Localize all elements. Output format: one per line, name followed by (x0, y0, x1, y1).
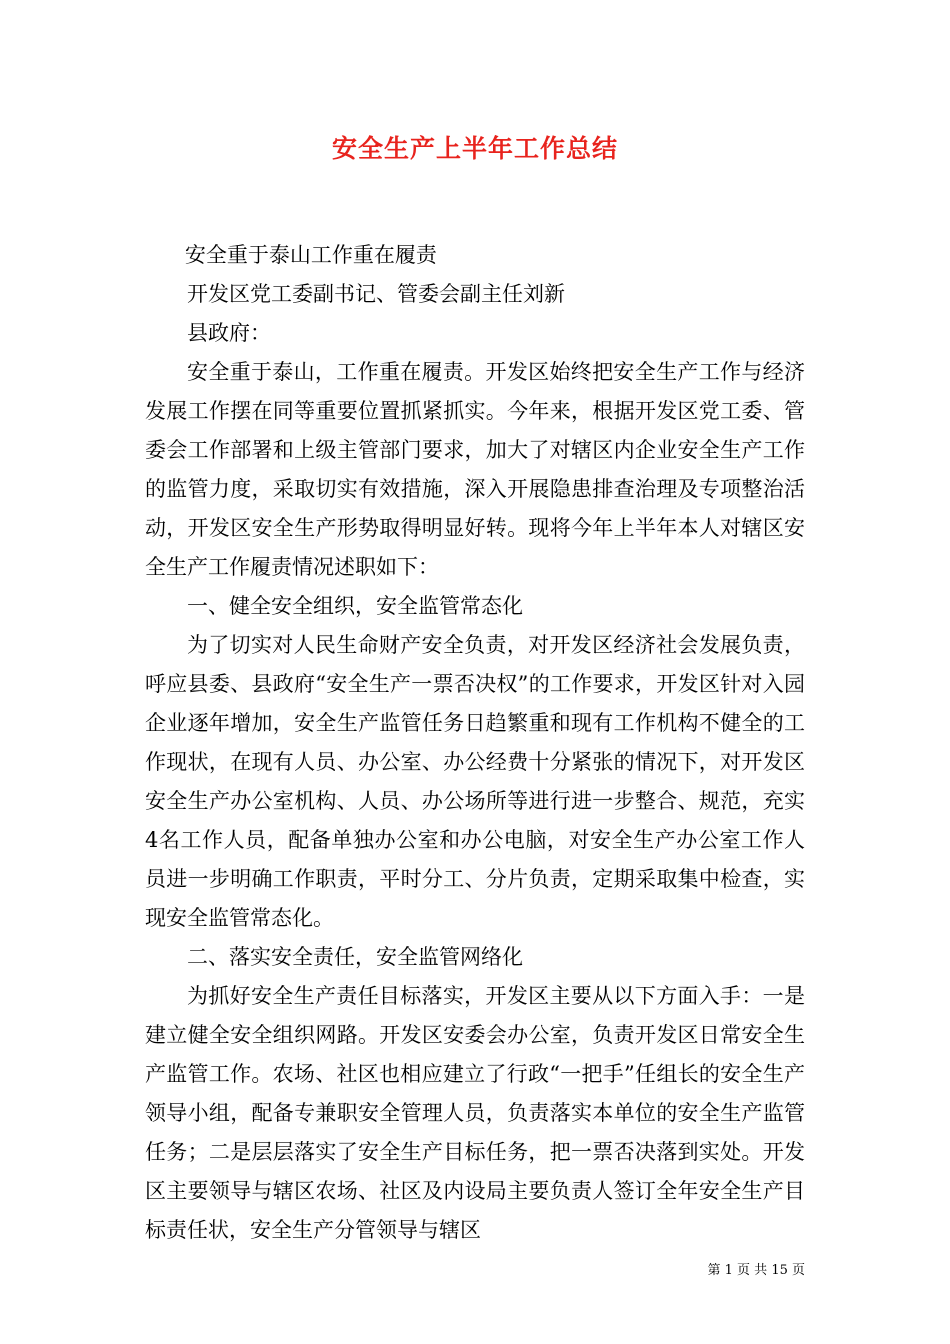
paragraph-subtitle: 安全重于泰山工作重在履责 (184, 243, 437, 267)
page-number-footer: 第 1 页 共 15 页 (707, 1263, 805, 1278)
paragraph-salutation: 县政府： (187, 321, 271, 345)
paragraph-author: 开发区党工委副书记、管委会副主任刘新 (187, 282, 565, 306)
paragraph-section-1: 为了切实对人民生命财产安全负责，对开发区经济社会发展负责，呼应县委、县政府“安全生产一票否决权”的工作要求，开发区针对入园企业逐年增加，安全生产监管任务日趋繁重和现有工作机构不健全的工作现状，在现有人员、办公室、办公经费十分紧张的情况下，对开发区安全生产办公室机构、人员、办公场所等进行进一步整合、规范，充实4名工作人员，配备单独办公室和办公电脑，对安全生产办公室工作人员进一步明确工作职责，平时分工、分片负责，定期采取集中检查，实现安全监管常态化。 (145, 633, 805, 930)
document-body (145, 236, 805, 1250)
section-heading-2: 二、落实安全责任，安全监管网络化 (187, 945, 523, 969)
section-heading-1: 一、健全安全组织，安全监管常态化 (187, 594, 523, 618)
paragraph-section-2: 为抓好安全生产责任目标落实，开发区主要从以下方面入手：一是建立健全安全组织网路。开发区安委会办公室，负责开发区日常安全生产监管工作。农场、社区也相应建立了行政“一把手”任组长的安全生产领导小组，配备专兼职安全管理人员，负责落实本单位的安全生产监管任务；二是层层落实了安全生产目标任务，把一票否决落到实处。开发区主要领导与辖区农场、社区及内设局主要负责人签订全年安全生产目标责任状，安全生产分管领导与辖区 (145, 984, 805, 1242)
document-title: 安全生产上半年工作总结 (331, 134, 618, 163)
paragraph-intro: 安全重于泰山，工作重在履责。开发区始终把安全生产工作与经济发展工作摆在同等重要位置抓紧抓实。今年来，根据开发区党工委、管委会工作部署和上级主管部门要求，加大了对辖区内企业安全生产工作的监管力度，采取切实有效措施，深入开展隐患排查治理及专项整治活动，开发区安全生产形势取得明显好转。现将今年上半年本人对辖区安全生产工作履责情况述职如下： (145, 360, 805, 579)
